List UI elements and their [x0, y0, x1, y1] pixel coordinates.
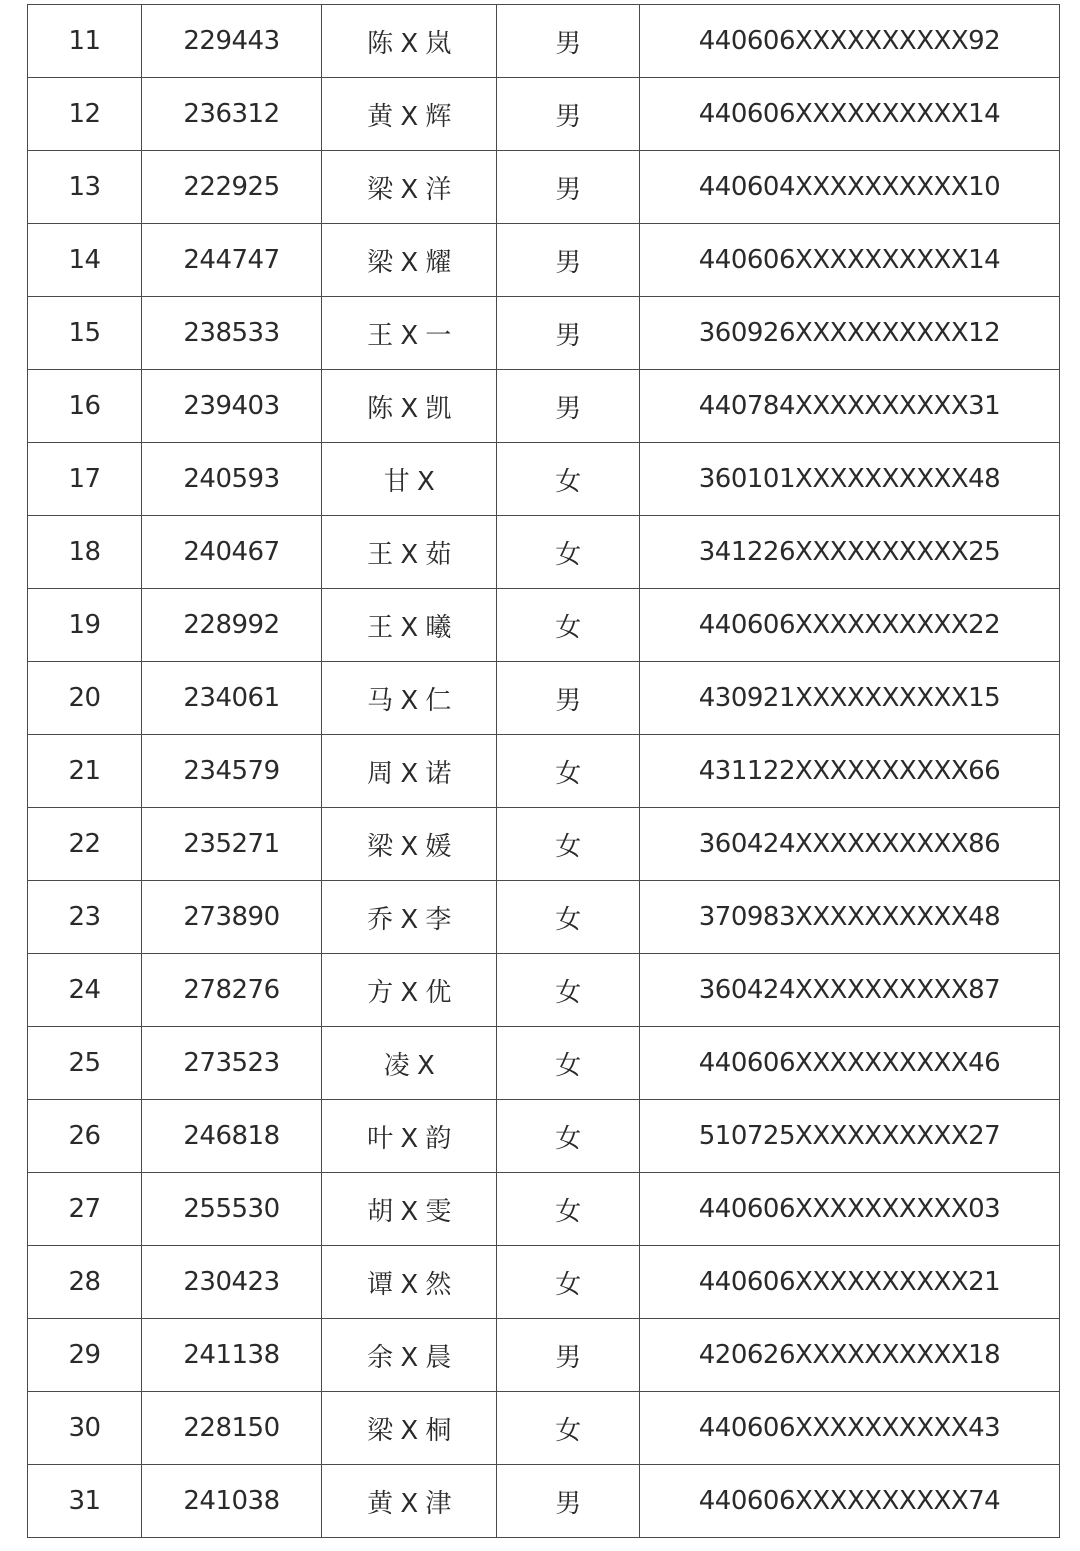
seq-cell: 11 [28, 5, 142, 78]
id-number-cell: 440606XXXXXXXXXX14 [640, 78, 1060, 151]
id-number-cell: 440784XXXXXXXXXX31 [640, 370, 1060, 443]
seq-cell: 15 [28, 297, 142, 370]
number-cell: 273523 [142, 1027, 322, 1100]
name-cell: 谭 X 然 [322, 1246, 497, 1319]
name-cell: 甘 X [322, 443, 497, 516]
gender-cell: 女 [497, 1100, 640, 1173]
name-cell: 周 X 诺 [322, 735, 497, 808]
name-cell: 王 X 一 [322, 297, 497, 370]
number-cell: 241138 [142, 1319, 322, 1392]
number-cell: 229443 [142, 5, 322, 78]
gender-cell: 女 [497, 735, 640, 808]
name-cell: 梁 X 媛 [322, 808, 497, 881]
seq-cell: 20 [28, 662, 142, 735]
table-row [28, 151, 1060, 224]
id-number-cell: 440606XXXXXXXXXX22 [640, 589, 1060, 662]
id-number-cell: 440606XXXXXXXXXX21 [640, 1246, 1060, 1319]
table-row [28, 1392, 1060, 1465]
number-cell: 244747 [142, 224, 322, 297]
table-row [28, 954, 1060, 1027]
gender-cell: 女 [497, 1027, 640, 1100]
gender-cell: 女 [497, 1392, 640, 1465]
id-number-cell: 440606XXXXXXXXXX46 [640, 1027, 1060, 1100]
seq-cell: 12 [28, 78, 142, 151]
seq-cell: 28 [28, 1246, 142, 1319]
gender-cell: 女 [497, 808, 640, 881]
table-row [28, 1173, 1060, 1246]
gender-cell: 男 [497, 662, 640, 735]
seq-cell: 24 [28, 954, 142, 1027]
name-cell: 胡 X 雯 [322, 1173, 497, 1246]
seq-cell: 29 [28, 1319, 142, 1392]
name-cell: 余 X 晨 [322, 1319, 497, 1392]
number-cell: 240467 [142, 516, 322, 589]
table-row [28, 443, 1060, 516]
gender-cell: 男 [497, 5, 640, 78]
gender-cell: 男 [497, 370, 640, 443]
number-cell: 240593 [142, 443, 322, 516]
table-row [28, 589, 1060, 662]
id-number-cell: 440606XXXXXXXXXX43 [640, 1392, 1060, 1465]
table-row [28, 881, 1060, 954]
number-cell: 241038 [142, 1465, 322, 1538]
seq-cell: 19 [28, 589, 142, 662]
number-cell: 228992 [142, 589, 322, 662]
seq-cell: 14 [28, 224, 142, 297]
table-row [28, 808, 1060, 881]
name-cell: 陈 X 凯 [322, 370, 497, 443]
id-number-cell: 341226XXXXXXXXXX25 [640, 516, 1060, 589]
roster-table [27, 4, 1060, 1538]
name-cell: 梁 X 洋 [322, 151, 497, 224]
number-cell: 278276 [142, 954, 322, 1027]
seq-cell: 27 [28, 1173, 142, 1246]
seq-cell: 22 [28, 808, 142, 881]
seq-cell: 30 [28, 1392, 142, 1465]
table-row [28, 224, 1060, 297]
table-row [28, 297, 1060, 370]
name-cell: 梁 X 耀 [322, 224, 497, 297]
id-number-cell: 360926XXXXXXXXXX12 [640, 297, 1060, 370]
id-number-cell: 440606XXXXXXXXXX14 [640, 224, 1060, 297]
gender-cell: 男 [497, 297, 640, 370]
number-cell: 255530 [142, 1173, 322, 1246]
table-row [28, 735, 1060, 808]
seq-cell: 21 [28, 735, 142, 808]
table-row [28, 662, 1060, 735]
name-cell: 黄 X 津 [322, 1465, 497, 1538]
number-cell: 273890 [142, 881, 322, 954]
table-row [28, 1246, 1060, 1319]
number-cell: 246818 [142, 1100, 322, 1173]
gender-cell: 女 [497, 954, 640, 1027]
table-row [28, 1465, 1060, 1538]
number-cell: 235271 [142, 808, 322, 881]
id-number-cell: 360101XXXXXXXXXX48 [640, 443, 1060, 516]
gender-cell: 男 [497, 1319, 640, 1392]
seq-cell: 31 [28, 1465, 142, 1538]
table-row [28, 78, 1060, 151]
name-cell: 马 X 仁 [322, 662, 497, 735]
table-row [28, 1319, 1060, 1392]
seq-cell: 26 [28, 1100, 142, 1173]
name-cell: 黄 X 辉 [322, 78, 497, 151]
gender-cell: 男 [497, 78, 640, 151]
name-cell: 王 X 曦 [322, 589, 497, 662]
name-cell: 凌 X [322, 1027, 497, 1100]
table-row [28, 1100, 1060, 1173]
id-number-cell: 440606XXXXXXXXXX92 [640, 5, 1060, 78]
number-cell: 238533 [142, 297, 322, 370]
id-number-cell: 510725XXXXXXXXXX27 [640, 1100, 1060, 1173]
number-cell: 236312 [142, 78, 322, 151]
seq-cell: 13 [28, 151, 142, 224]
name-cell: 梁 X 桐 [322, 1392, 497, 1465]
id-number-cell: 360424XXXXXXXXXX87 [640, 954, 1060, 1027]
id-number-cell: 360424XXXXXXXXXX86 [640, 808, 1060, 881]
number-cell: 228150 [142, 1392, 322, 1465]
number-cell: 234579 [142, 735, 322, 808]
id-number-cell: 440604XXXXXXXXXX10 [640, 151, 1060, 224]
gender-cell: 男 [497, 151, 640, 224]
id-number-cell: 370983XXXXXXXXXX48 [640, 881, 1060, 954]
id-number-cell: 420626XXXXXXXXXX18 [640, 1319, 1060, 1392]
id-number-cell: 440606XXXXXXXXXX03 [640, 1173, 1060, 1246]
gender-cell: 女 [497, 443, 640, 516]
gender-cell: 男 [497, 224, 640, 297]
table-row [28, 370, 1060, 443]
seq-cell: 18 [28, 516, 142, 589]
number-cell: 230423 [142, 1246, 322, 1319]
id-number-cell: 440606XXXXXXXXXX74 [640, 1465, 1060, 1538]
name-cell: 方 X 优 [322, 954, 497, 1027]
name-cell: 王 X 茹 [322, 516, 497, 589]
seq-cell: 25 [28, 1027, 142, 1100]
gender-cell: 女 [497, 881, 640, 954]
id-number-cell: 431122XXXXXXXXXX66 [640, 735, 1060, 808]
number-cell: 234061 [142, 662, 322, 735]
gender-cell: 女 [497, 1246, 640, 1319]
gender-cell: 女 [497, 516, 640, 589]
name-cell: 陈 X 岚 [322, 5, 497, 78]
table-row [28, 516, 1060, 589]
table-row [28, 5, 1060, 78]
seq-cell: 17 [28, 443, 142, 516]
id-number-cell: 430921XXXXXXXXXX15 [640, 662, 1060, 735]
number-cell: 222925 [142, 151, 322, 224]
seq-cell: 23 [28, 881, 142, 954]
gender-cell: 女 [497, 589, 640, 662]
table-row [28, 1027, 1060, 1100]
number-cell: 239403 [142, 370, 322, 443]
name-cell: 叶 X 韵 [322, 1100, 497, 1173]
roster-body [28, 5, 1060, 1538]
seq-cell: 16 [28, 370, 142, 443]
name-cell: 乔 X 李 [322, 881, 497, 954]
gender-cell: 男 [497, 1465, 640, 1538]
gender-cell: 女 [497, 1173, 640, 1246]
